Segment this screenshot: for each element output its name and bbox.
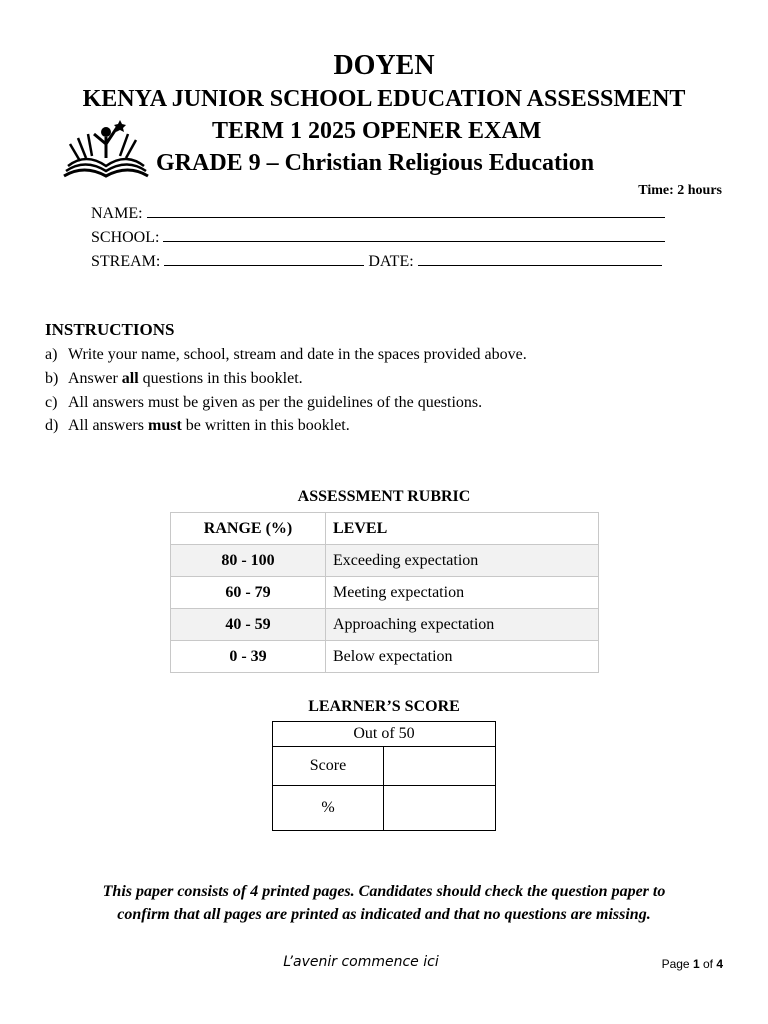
pages-note: [0, 880, 768, 926]
instruction-text: Write your name, school, stream and date in the spaces provided above.: [68, 346, 527, 363]
instruction-text: be written in this booklet.: [181, 417, 350, 434]
page-total: 4: [716, 957, 723, 971]
level-cell: Below expectation: [326, 641, 599, 673]
assessment-title: KENYA JUNIOR SCHOOL EDUCATION ASSESSMENT: [82, 86, 686, 112]
score-value-cell[interactable]: [384, 747, 496, 786]
page-current: 1: [692, 957, 700, 971]
instruction-emphasis: all: [121, 370, 139, 387]
range-header: RANGE (%): [171, 513, 326, 545]
rubric-title: ASSESSMENT RUBRIC: [297, 488, 471, 505]
instruction-emphasis: must: [147, 417, 182, 434]
grade-subject-title: GRADE 9 – Christian Religious Education: [156, 150, 595, 176]
instruction-label: c): [45, 394, 58, 411]
name-line[interactable]: [147, 203, 665, 218]
term-title: TERM 1 2025 OPENER EXAM: [212, 118, 542, 144]
page-number: [662, 957, 723, 971]
school-field[interactable]: [91, 227, 665, 247]
footer-motto: L’avenir commence ici: [283, 954, 439, 970]
level-cell: Meeting expectation: [326, 577, 599, 609]
name-label: NAME:: [91, 205, 143, 222]
table-row: [171, 545, 599, 577]
instruction-text: Answer: [68, 370, 122, 387]
stream-label: STREAM:: [91, 253, 161, 270]
score-label: Score: [273, 747, 384, 786]
instruction-item: [45, 417, 350, 435]
pages-note-line: This paper consists of 4 printed pages. Candidates should check the question paper to: [102, 883, 666, 900]
score-table: [272, 721, 496, 831]
score-out-of: Out of 50: [273, 722, 496, 747]
instruction-text: questions in this booklet.: [138, 370, 303, 387]
table-header-row: [171, 513, 599, 545]
score-title: LEARNER’S SCORE: [308, 698, 460, 715]
table-row: [171, 641, 599, 673]
instruction-item: [45, 370, 303, 388]
table-header-row: [273, 722, 496, 747]
table-row: [273, 747, 496, 786]
school-logo-icon: [60, 116, 152, 184]
instruction-item: [45, 346, 527, 364]
stream-line[interactable]: [164, 251, 364, 266]
level-cell: Approaching expectation: [326, 609, 599, 641]
range-cell: 60 - 79: [171, 577, 326, 609]
pages-note-line: confirm that all pages are printed as indicated and that no questions are missing.: [117, 906, 651, 923]
instruction-text: All answers: [68, 417, 148, 434]
instruction-label: d): [45, 417, 59, 434]
level-header: LEVEL: [326, 513, 599, 545]
table-row: [171, 577, 599, 609]
date-label: DATE:: [368, 253, 414, 270]
organization-title: DOYEN: [333, 50, 435, 81]
table-row: [273, 786, 496, 831]
percent-label: %: [273, 786, 384, 831]
range-cell: 40 - 59: [171, 609, 326, 641]
page-mid: of: [699, 957, 717, 971]
school-line[interactable]: [163, 227, 665, 242]
time-allowed: Time: 2 hours: [638, 183, 722, 198]
date-line[interactable]: [418, 251, 662, 266]
instructions-title: INSTRUCTIONS: [45, 320, 175, 339]
stream-date-field[interactable]: [91, 251, 662, 271]
school-label: SCHOOL:: [91, 229, 160, 246]
instruction-label: a): [45, 346, 58, 363]
percent-value-cell[interactable]: [384, 786, 496, 831]
range-cell: 80 - 100: [171, 545, 326, 577]
instruction-label: b): [45, 370, 59, 387]
instruction-text: All answers must be given as per the guidelines of the questions.: [68, 394, 483, 411]
table-row: [171, 609, 599, 641]
rubric-table: [170, 512, 599, 673]
page-prefix: Page: [661, 957, 693, 971]
range-cell: 0 - 39: [171, 641, 326, 673]
level-cell: Exceeding expectation: [326, 545, 599, 577]
instruction-item: [45, 394, 482, 412]
name-field[interactable]: [91, 203, 665, 223]
